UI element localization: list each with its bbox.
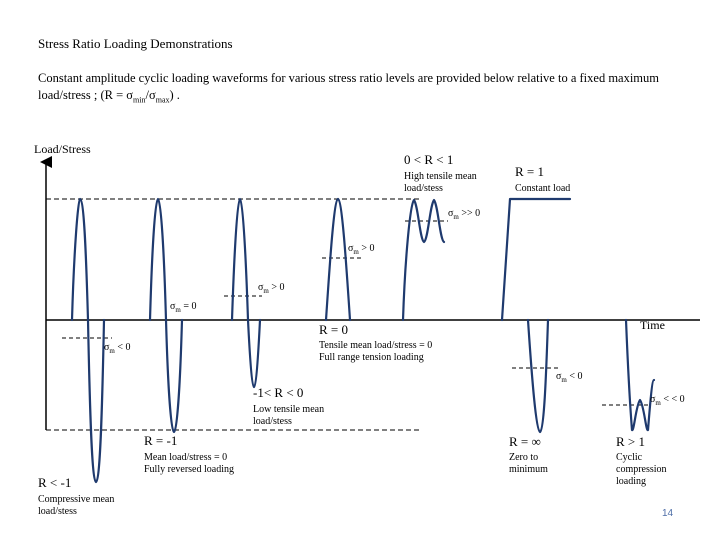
r-zero-desc-2: Full range tension loading — [319, 352, 424, 363]
r-less-neg1-desc-2: load/stess — [38, 506, 77, 517]
r-neg1-to-0-desc-2: load/stess — [253, 416, 292, 427]
mean-sub: m — [175, 306, 181, 314]
mean-value: < 0 — [114, 342, 131, 353]
mean-sigma: σ — [650, 394, 656, 405]
wave-r-less-neg1 — [72, 199, 104, 482]
mean-label-gt-b — [258, 282, 284, 297]
wave-r-gt-one — [626, 320, 654, 430]
r-gt-one-desc-3: loading — [616, 476, 646, 487]
x-axis-label: Time — [640, 318, 665, 332]
mean-sub: m — [561, 376, 567, 384]
r-one-desc: Constant load — [515, 183, 571, 194]
r-gt-one-desc-1: Cyclic — [616, 452, 643, 463]
mean-sub: m — [353, 248, 359, 256]
mean-sub: m — [263, 287, 269, 295]
mean-label-much-lt — [650, 394, 685, 409]
intro-slash: / — [145, 88, 149, 102]
r-zero-desc-1: Tensile mean load/stress = 0 — [319, 340, 433, 351]
mean-sigma: σ — [104, 342, 110, 353]
r-less-neg1-title: R < -1 — [38, 475, 72, 490]
sigma-max-symbol: σ — [148, 88, 156, 102]
r-infinity-title: R = ∞ — [509, 434, 541, 449]
r-neg1-to-0-title: -1< R < 0 — [253, 385, 304, 400]
mean-value: < < 0 — [660, 394, 685, 405]
mean-value: > 0 — [268, 282, 285, 293]
intro-end: ) . — [169, 88, 180, 102]
r-less-neg1-desc-1: Compressive mean — [38, 494, 115, 505]
mean-value: >> 0 — [458, 208, 481, 219]
mean-label-gt-a — [348, 243, 374, 258]
mean-sub: m — [655, 399, 661, 407]
wave-r-neg1-to-0 — [232, 199, 260, 387]
mean-sigma: σ — [258, 282, 264, 293]
wave-r-zero — [326, 199, 350, 320]
wave-r-one — [502, 199, 570, 320]
mean-value: > 0 — [358, 243, 375, 254]
mean-sub: m — [453, 213, 459, 221]
mean-label-eq — [170, 301, 196, 316]
mean-sigma: σ — [348, 243, 354, 254]
r-zero-title: R = 0 — [319, 322, 349, 337]
r-gt-one-desc-2: compression — [616, 464, 667, 475]
mean-sub: m — [109, 347, 115, 355]
slide-title: Stress Ratio Loading Demonstrations — [38, 36, 233, 51]
mean-label-much-gt — [448, 208, 480, 223]
sigma-min-symbol: σ — [126, 88, 134, 102]
mean-sigma: σ — [170, 301, 176, 312]
mean-sigma: σ — [448, 208, 454, 219]
mean-sigma: σ — [556, 371, 562, 382]
r-0-to-1-desc-2: load/stess — [404, 183, 443, 194]
mean-label-lt-a — [104, 342, 130, 357]
mean-value: = 0 — [180, 301, 197, 312]
intro-main: Constant amplitude cyclic loading waveforms for various stress ratio levels are provided below relative to a fixed maximum load/stress ; (R = — [38, 71, 660, 102]
sigma-min-sub: min — [133, 95, 146, 105]
r-neg1-title: R = -1 — [144, 433, 178, 448]
r-neg1-desc-2: Fully reversed loading — [144, 464, 234, 475]
y-axis-label: Load/Stress — [34, 142, 91, 156]
r-0-to-1-title: 0 < R < 1 — [404, 152, 454, 167]
r-neg1-to-0-desc-1: Low tensile mean — [253, 404, 325, 415]
mean-value: < 0 — [566, 371, 583, 382]
mean-label-lt-b — [556, 371, 582, 386]
wave-r-0-to-1 — [403, 200, 444, 320]
r-infinity-desc-2: minimum — [509, 464, 548, 475]
r-one-title: R = 1 — [515, 164, 545, 179]
r-0-to-1-desc-1: High tensile mean — [404, 171, 477, 182]
r-neg1-desc-1: Mean load/stress = 0 — [144, 452, 228, 463]
r-gt-one-title: R > 1 — [616, 434, 646, 449]
sigma-max-sub: max — [155, 95, 170, 105]
r-infinity-desc-1: Zero to — [509, 452, 539, 463]
page-number: 14 — [662, 508, 674, 519]
wave-r-infinity — [528, 320, 548, 432]
